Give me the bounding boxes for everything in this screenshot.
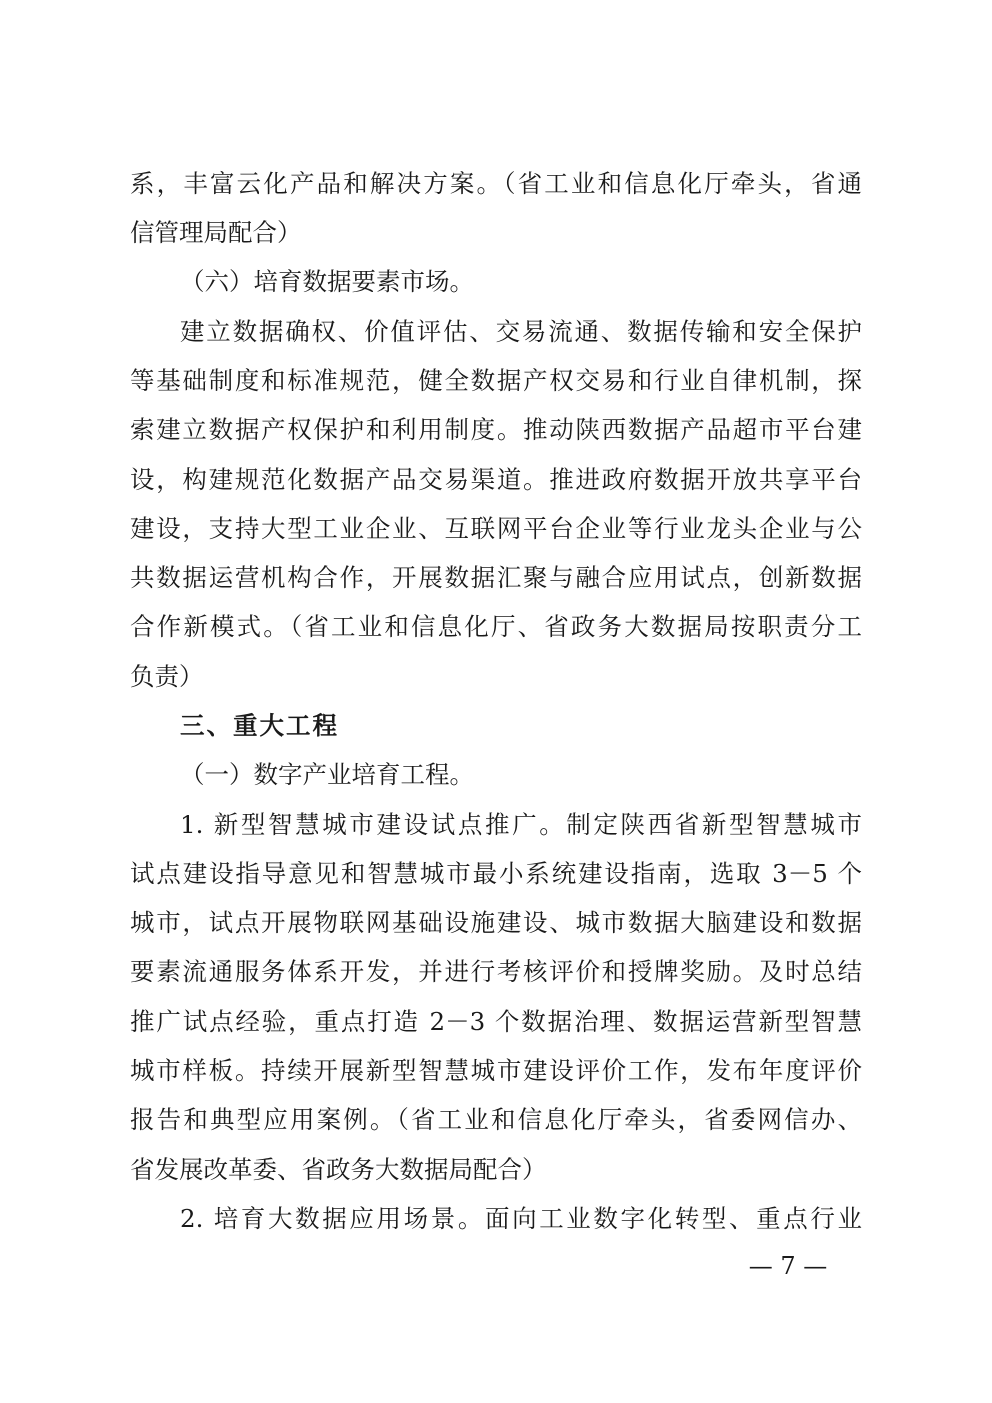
- text-line: 要素流通服务体系开发，并进行考核评价和授牌奖励。及时总结: [130, 957, 862, 986]
- page-number: — 7 —: [748, 1252, 828, 1280]
- text-line: 推广试点经验，重点打造 2－3 个数据治理、数据运营新型智慧: [130, 1007, 862, 1036]
- subsection-heading: （六）培育数据要素市场。: [180, 267, 474, 296]
- text-line: 省发展改革委、省政务大数据局配合）: [130, 1155, 547, 1184]
- text-line: 索建立数据产权保护和利用制度。推动陕西数据产品超市平台建: [130, 415, 862, 444]
- text-line: 建设，支持大型工业企业、互联网平台企业等行业龙头企业与公: [130, 514, 862, 543]
- subsection-heading: （一）数字产业培育工程。: [180, 760, 474, 789]
- text-line: 共数据运营机构合作，开展数据汇聚与融合应用试点，创新数据: [130, 563, 862, 592]
- text-line: 2. 培育大数据应用场景。面向工业数字化转型、重点行业: [180, 1204, 862, 1233]
- section-heading: 三、重大工程: [180, 711, 339, 740]
- text-line: 1. 新型智慧城市建设试点推广。制定陕西省新型智慧城市: [180, 810, 862, 839]
- text-line: 信管理局配合）: [130, 218, 302, 247]
- text-line: 城市样板。持续开展新型智慧城市建设评价工作，发布年度评价: [130, 1056, 862, 1085]
- text-line: 等基础制度和标准规范，健全数据产权交易和行业自律机制，探: [130, 366, 862, 395]
- text-line: 设，构建规范化数据产品交易渠道。推进政府数据开放共享平台: [130, 465, 862, 494]
- text-line: 城市，试点开展物联网基础设施建设、城市数据大脑建设和数据: [130, 908, 862, 937]
- text-line: 试点建设指导意见和智慧城市最小系统建设指南，选取 3－5 个: [130, 859, 862, 888]
- text-line: 合作新模式。（省工业和信息化厅、省政务大数据局按职责分工: [130, 612, 862, 641]
- text-line: 系，丰富云化产品和解决方案。（省工业和信息化厅牵头，省通: [130, 169, 862, 198]
- text-line: 报告和典型应用案例。（省工业和信息化厅牵头，省委网信办、: [130, 1105, 862, 1134]
- text-line: 建立数据确权、价值评估、交易流通、数据传输和安全保护: [180, 317, 862, 346]
- text-line: 负责）: [130, 662, 204, 691]
